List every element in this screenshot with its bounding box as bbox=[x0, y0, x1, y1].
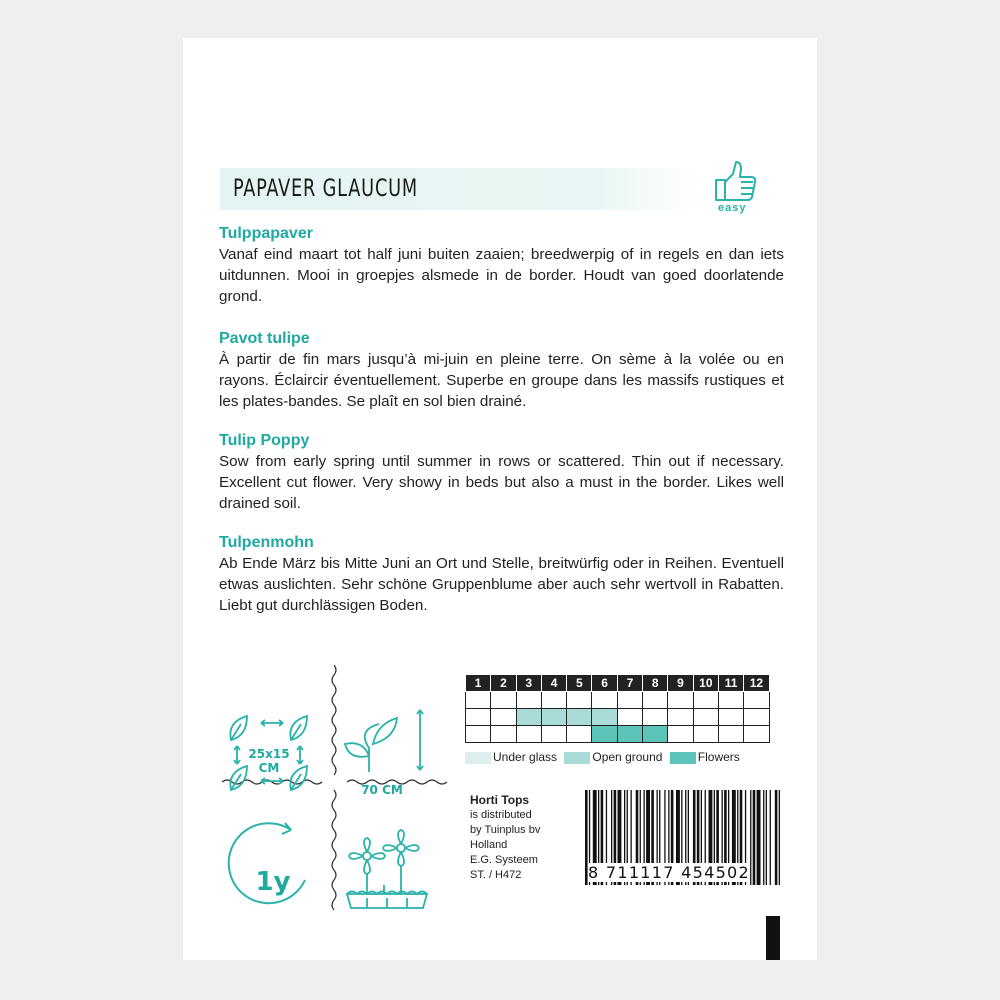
section-english bbox=[219, 431, 784, 514]
calendar-cell bbox=[491, 726, 516, 743]
month-cell: 7 bbox=[617, 675, 642, 692]
section-text: Ab Ende März bis Mitte Juni an Ort und Stelle, breitwürfig oder in Reihen. Eventuell etwas auslichten. Sehr schöne Gruppenblume aber auch sehr wertvoll in Rabatten. Liebt gut durchlässigen Boden. bbox=[219, 555, 784, 614]
calendar-cell bbox=[643, 692, 668, 709]
calendar-cell bbox=[718, 709, 743, 726]
calendar-cell bbox=[466, 692, 491, 709]
distributor-line: is distributed bbox=[470, 809, 532, 821]
calendar-cell bbox=[567, 709, 592, 726]
calendar-cell bbox=[516, 709, 541, 726]
calendar-cell bbox=[693, 709, 718, 726]
barcode-bar bbox=[779, 790, 780, 885]
month-cell: 12 bbox=[744, 675, 769, 692]
legend-label: Flowers bbox=[697, 750, 740, 764]
calendar-cell bbox=[567, 692, 592, 709]
calendar-table bbox=[465, 674, 770, 743]
barcode-number: 8 711117 454502 bbox=[588, 863, 751, 882]
barcode-bar bbox=[763, 790, 764, 885]
barcode-bar bbox=[770, 790, 771, 885]
legend-swatch-under-glass bbox=[465, 752, 491, 764]
sowing-calendar bbox=[465, 674, 770, 743]
calendar-cell bbox=[541, 709, 566, 726]
calendar-cell bbox=[744, 726, 769, 743]
barcode-bar bbox=[757, 790, 761, 885]
calendar-cell bbox=[567, 726, 592, 743]
calendar-row bbox=[466, 709, 770, 726]
calendar-cell bbox=[668, 709, 693, 726]
section-text: À partir de fin mars jusqu’à mi-juin en pleine terre. On sème à la volée ou en rayons. Éclaircir éventuellement. Superbe en groupe dans les massifs rustiques et les plates-bandes. Se plaît en sol bien drainé. bbox=[219, 351, 784, 410]
calendar-cell bbox=[668, 726, 693, 743]
legend-item bbox=[670, 750, 740, 764]
month-cell: 6 bbox=[592, 675, 617, 692]
calendar-cell bbox=[592, 726, 617, 743]
calendar-cell bbox=[541, 726, 566, 743]
calendar-cell bbox=[592, 692, 617, 709]
section-french bbox=[219, 329, 784, 412]
section-dutch bbox=[219, 224, 784, 307]
calendar-month-header bbox=[466, 675, 770, 692]
legend-label: Under glass bbox=[493, 750, 558, 764]
calendar-cell bbox=[643, 709, 668, 726]
calendar-cell bbox=[744, 709, 769, 726]
calendar-cell bbox=[592, 709, 617, 726]
section-heading: Tulppapaver bbox=[219, 225, 313, 242]
calendar-cell bbox=[744, 692, 769, 709]
legend-item bbox=[564, 750, 662, 764]
barcode-bar bbox=[750, 790, 751, 885]
legend-item bbox=[465, 750, 557, 764]
calendar-cell bbox=[491, 709, 516, 726]
lifecycle-value: 1y bbox=[255, 867, 291, 897]
calendar-cell bbox=[466, 726, 491, 743]
seedling-tray-icon bbox=[347, 830, 427, 908]
icon-grid bbox=[217, 660, 457, 920]
calendar-cell bbox=[516, 692, 541, 709]
month-cell: 11 bbox=[718, 675, 743, 692]
month-cell: 9 bbox=[668, 675, 693, 692]
spacing-unit: CM bbox=[258, 761, 280, 775]
barcode-bar bbox=[775, 790, 778, 885]
legend-label: Open ground bbox=[592, 750, 663, 764]
seed-packet-back bbox=[183, 38, 817, 960]
calendar-cell bbox=[718, 726, 743, 743]
calendar-cell bbox=[491, 692, 516, 709]
month-cell: 10 bbox=[693, 675, 718, 692]
calendar-cell bbox=[617, 726, 642, 743]
calendar-cell bbox=[718, 692, 743, 709]
barcode-bar bbox=[753, 790, 756, 885]
month-cell: 1 bbox=[466, 675, 491, 692]
height-value: 70 CM bbox=[361, 783, 403, 797]
calendar-cell bbox=[643, 726, 668, 743]
barcode-bar bbox=[766, 790, 767, 885]
distributor-info bbox=[470, 793, 540, 883]
month-cell: 2 bbox=[491, 675, 516, 692]
easy-label: easy bbox=[718, 202, 747, 214]
distributor-line: by Tuinplus bv bbox=[470, 824, 541, 836]
month-cell: 4 bbox=[541, 675, 566, 692]
calendar-cell bbox=[693, 726, 718, 743]
legend-swatch-open-ground bbox=[564, 752, 590, 764]
calendar-row bbox=[466, 692, 770, 709]
print-marker bbox=[766, 916, 780, 960]
section-heading: Tulpenmohn bbox=[219, 534, 314, 551]
month-cell: 5 bbox=[567, 675, 592, 692]
brand-name: Horti Tops bbox=[470, 793, 530, 807]
calendar-cell bbox=[617, 709, 642, 726]
calendar-row bbox=[466, 726, 770, 743]
month-cell: 3 bbox=[516, 675, 541, 692]
calendar-cell bbox=[668, 692, 693, 709]
section-heading: Pavot tulipe bbox=[219, 330, 310, 347]
distributor-line: E.G. Systeem bbox=[470, 854, 538, 866]
plant-height-icon bbox=[345, 710, 423, 772]
product-title: PAPAVER GLAUCUM bbox=[233, 174, 419, 202]
spacing-value: 25x15 bbox=[248, 747, 290, 761]
calendar-cell bbox=[617, 692, 642, 709]
calendar-cell bbox=[516, 726, 541, 743]
distributor-line: ST. / H472 bbox=[470, 869, 522, 881]
section-text: Vanaf eind maart tot half juni buiten zaaien; breedwerpig of in regels en dan iets uitdunnen. Mooi in groepjes alsmede in de border. Houdt van goed doorlatende grond. bbox=[219, 246, 784, 305]
legend-swatch-flowers bbox=[670, 752, 696, 764]
calendar-cell bbox=[541, 692, 566, 709]
calendar-legend bbox=[465, 750, 744, 764]
section-heading: Tulip Poppy bbox=[219, 432, 310, 449]
distributor-line: Holland bbox=[470, 839, 508, 851]
calendar-cell bbox=[466, 709, 491, 726]
calendar-cell bbox=[693, 692, 718, 709]
section-text: Sow from early spring until summer in rows or scattered. Thin out if necessary. Excellent cut flower. Very showy in beds but also a must in the border. Likes well drained soil. bbox=[219, 453, 784, 512]
month-cell: 8 bbox=[643, 675, 668, 692]
section-german bbox=[219, 533, 784, 616]
